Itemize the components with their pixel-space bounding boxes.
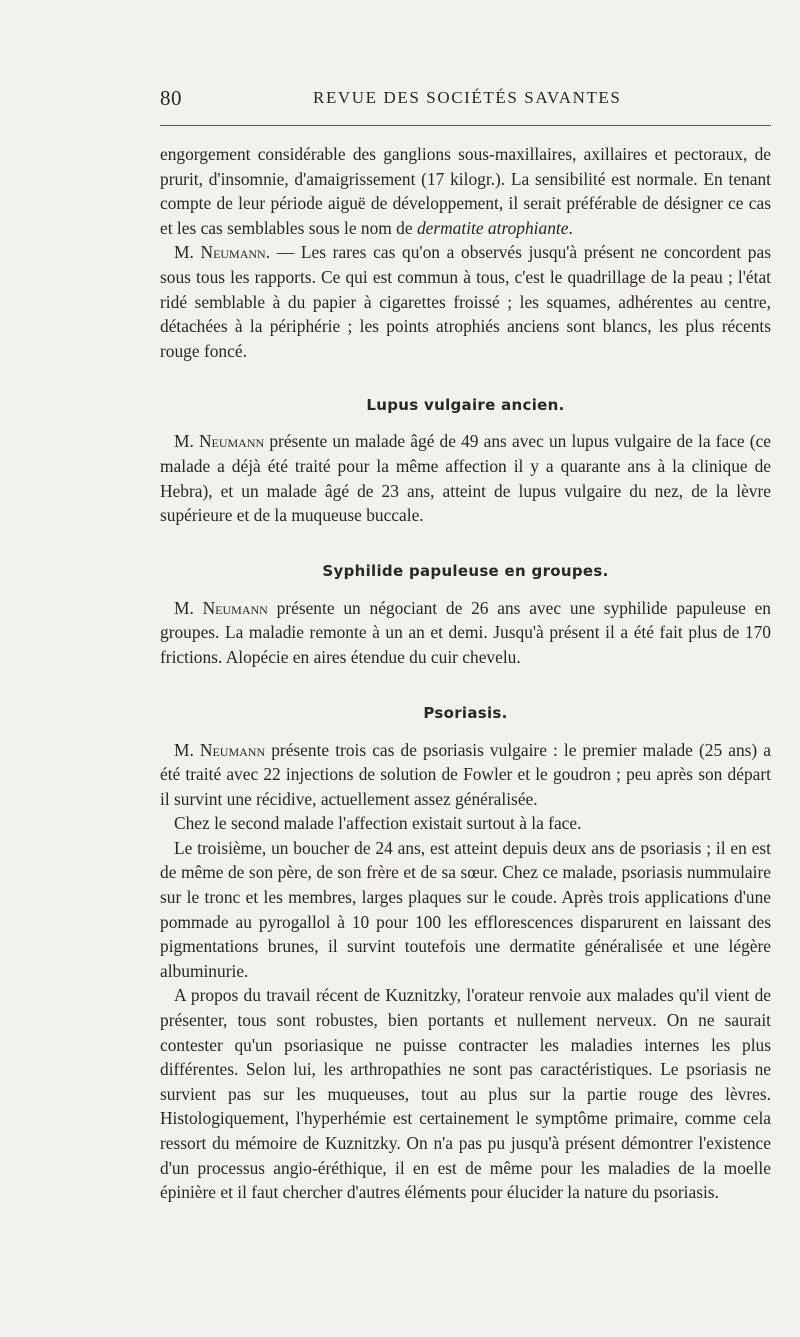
section-heading-lupus: Lupus vulgaire ancien. bbox=[366, 396, 565, 415]
section-heading-psoriasis: Psoriasis. bbox=[423, 703, 508, 722]
psoriasis-paragraph-2: Chez le second malade l'affection existait surtout à la face. bbox=[174, 813, 582, 834]
italic-term: dermatite atrophiante bbox=[416, 217, 569, 238]
journal-page bbox=[160, 86, 771, 1205]
lupus-paragraph-text: présente un malade âgé de 49 ans avec un lupus vulgaire de la face (ce malade a déjà été traité pour la même affection il y a quarante ans à la clinique de Hebra), et un malade âgé de 23 ans, atteint de lupus vulgaire du nez, de la lèvre supérieure et de la muqueuse buccale. bbox=[160, 431, 772, 526]
syphilide-paragraph-text: présente un négociant de 26 ans avec une syphilide papuleuse en groupes. La maladie remonte à un an et demi. Jusqu'à présent il a été fait plus de 170 frictions. Alopécie en aires étendue du cuir chevelu. bbox=[160, 597, 771, 667]
intro-paragraph-1-text: engorgement considérable des ganglions sous-maxillaires, axillaires et pectoraux, de prurit, d'insomnie, d'amaigrissement (17 kilogr.). La sensibilité est normale. En tenant compte de leur période aiguë de développement, il serait préférable de désigner ce cas et les cas semblables sous le nom de bbox=[160, 144, 771, 238]
speaker-name: M. Neumann bbox=[174, 597, 268, 618]
running-header bbox=[160, 86, 771, 116]
psoriasis-paragraph-1 bbox=[160, 738, 771, 812]
section-heading-syphilide: Syphilide papuleuse en groupes. bbox=[322, 561, 609, 580]
page-number: 80 bbox=[160, 86, 182, 110]
running-title: REVUE DES SOCIÉTÉS SAVANTES bbox=[313, 88, 622, 107]
psoriasis-paragraph-4: A propos du travail récent de Kuznitzky, l'orateur renvoie aux malades qu'il vient de présenter, tous sont robustes, bien portants et nullement nerveux. On ne saurait contester qu'un psoriasique ne puisse contracter les maladies internes les plus différentes. Selon lui, les arthropathies ne sont pas caractéristiques. Le psoriasis ne survient pas sur les muqueuses, tout au plus sur la partie rouge des lèvres. Histologiquement, l'hyperhémie est certainement le symptôme primaire, comme cela ressort du mémoire de Kuznitzky. On n'a pas pu jusqu'à présent démontrer l'existence d'un processus angio-éréthique, il en est de même pour les maladies de la moelle épinière et il faut chercher d'autres éléments pour élucider la nature du psoriasis. bbox=[160, 985, 771, 1203]
header-rule bbox=[160, 125, 771, 126]
intro-paragraph-1-end: . bbox=[568, 217, 573, 238]
psoriasis-paragraph-1-text: présente trois cas de psoriasis vulgaire : le premier malade (25 ans) a été traité avec 22 injections de solution de Fowler et le goudron ; peu après son départ il survint une récidive, actuellement assez généralisée. bbox=[160, 739, 771, 809]
speaker-name: M. Neumann. bbox=[174, 242, 271, 263]
lupus-paragraph bbox=[160, 429, 771, 527]
psoriasis-paragraph-3: Le troisième, un boucher de 24 ans, est atteint depuis deux ans de psoriasis ; il en est de même de son père, de son frère et de sa sœur. Chez ce malade, psoriasis nummulaire sur le tronc et les membres, larges plaques sur le coude. Après trois applications d'une pommade au pyrogallol à 10 pour 100 les efflorescences disparurent en laissant des pigmentations brunes, il survint toutefois une dermatite généralisée et une légère albuminurie. bbox=[160, 837, 771, 981]
speaker-name: M. Neumann bbox=[174, 739, 266, 760]
intro-paragraph-1 bbox=[160, 142, 771, 240]
syphilide-paragraph bbox=[160, 596, 771, 670]
intro-paragraph-2-text: — Les rares cas qu'on a observés jusqu'à présent ne concordent pas sous tous les rapports. Ce qui est commun à tous, c'est le quadrillage de la peau ; l'état ridé semblable à du papier à cigarettes froissé ; les squames, adhérentes au centre, détachées à la périphérie ; les points atrophiés anciens sont blancs, les plus récents rouge foncé. bbox=[160, 242, 771, 361]
intro-paragraph-2 bbox=[160, 240, 771, 363]
speaker-name: M. Neumann bbox=[174, 431, 265, 452]
